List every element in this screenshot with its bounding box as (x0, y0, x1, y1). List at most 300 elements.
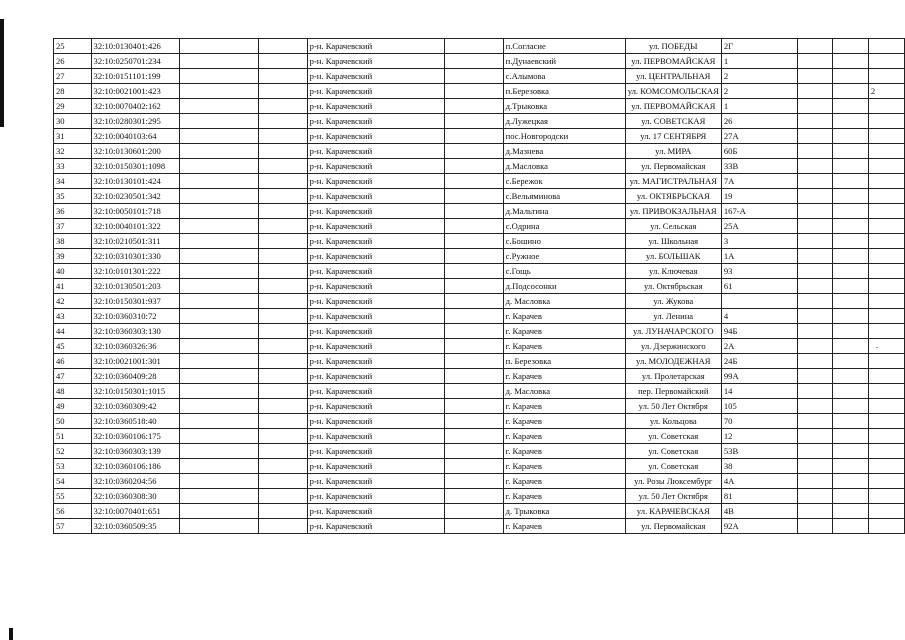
blank-cell-cell (833, 189, 869, 204)
extra-number-cell (868, 489, 904, 504)
house-number-cell: 2 (721, 84, 797, 99)
blank-cell-cell (179, 489, 258, 504)
blank-cell-cell (797, 234, 833, 249)
district-cell: р-н. Карачевский (307, 219, 445, 234)
house-number-cell: 27А (721, 129, 797, 144)
blank-cell-cell (445, 459, 503, 474)
street-cell: ул. БОЛЬШАК (625, 249, 721, 264)
cadastral-number-cell: 32:10:0360326:36 (91, 339, 179, 354)
blank-cell-cell (445, 429, 503, 444)
cadastral-number-cell: 32:10:0130401:426 (91, 39, 179, 54)
house-number-cell: 24Б (721, 354, 797, 369)
district-cell: р-н. Карачевский (307, 174, 445, 189)
blank-cell-cell (797, 114, 833, 129)
blank-cell-cell (259, 414, 308, 429)
extra-number-cell (868, 459, 904, 474)
cadastral-number-cell: 32:10:0021001:423 (91, 84, 179, 99)
row-number-cell: 29 (54, 99, 92, 114)
blank-cell-cell (797, 279, 833, 294)
house-number-cell: 94Б (721, 324, 797, 339)
cadastral-number-cell: 32:10:0050101:718 (91, 204, 179, 219)
blank-cell-cell (797, 39, 833, 54)
cadastral-number-cell: 32:10:0280301:295 (91, 114, 179, 129)
district-cell: р-н. Карачевский (307, 294, 445, 309)
blank-cell-cell (259, 219, 308, 234)
blank-cell-cell (833, 399, 869, 414)
street-cell: ул. Розы Люксембург (625, 474, 721, 489)
row-number-cell: 56 (54, 504, 92, 519)
blank-cell-cell (797, 429, 833, 444)
table-row (54, 354, 905, 369)
blank-cell-cell (797, 504, 833, 519)
blank-cell-cell (833, 279, 869, 294)
blank-cell-cell (259, 159, 308, 174)
district-cell: р-н. Карачевский (307, 384, 445, 399)
blank-cell-cell (833, 204, 869, 219)
blank-cell-cell (179, 459, 258, 474)
blank-cell-cell (179, 174, 258, 189)
blank-cell-cell (833, 324, 869, 339)
blank-cell-cell (259, 114, 308, 129)
blank-cell-cell (445, 99, 503, 114)
settlement-cell: г. Карачев (503, 489, 625, 504)
blank-cell-cell (179, 264, 258, 279)
blank-cell-cell (833, 369, 869, 384)
blank-cell-cell (445, 489, 503, 504)
table-row (54, 219, 905, 234)
row-number-cell: 32 (54, 144, 92, 159)
extra-number-cell (868, 204, 904, 219)
blank-cell-cell (179, 279, 258, 294)
blank-cell-cell (179, 114, 258, 129)
row-number-cell: 37 (54, 219, 92, 234)
extra-number-cell (868, 159, 904, 174)
property-table-body (54, 39, 905, 534)
blank-cell-cell (445, 309, 503, 324)
blank-cell-cell (179, 384, 258, 399)
street-cell: ул. ЦЕНТРАЛЬНАЯ (625, 69, 721, 84)
extra-number-cell: 2 (868, 84, 904, 99)
extra-number-cell (868, 429, 904, 444)
street-cell: ул. Кольцова (625, 414, 721, 429)
street-cell: ул. 50 Лет Октября (625, 399, 721, 414)
district-cell: р-н. Карачевский (307, 309, 445, 324)
blank-cell-cell (179, 99, 258, 114)
extra-number-cell (868, 309, 904, 324)
street-cell: ул. Жукова (625, 294, 721, 309)
blank-cell-cell (797, 489, 833, 504)
blank-cell-cell (833, 429, 869, 444)
blank-cell-cell (797, 204, 833, 219)
house-number-cell: 1 (721, 54, 797, 69)
settlement-cell: г. Карачев (503, 309, 625, 324)
blank-cell-cell (259, 204, 308, 219)
blank-cell-cell (833, 354, 869, 369)
row-number-cell: 34 (54, 174, 92, 189)
blank-cell-cell (833, 249, 869, 264)
row-number-cell: 51 (54, 429, 92, 444)
extra-number-cell (868, 444, 904, 459)
settlement-cell: п.Дунаевский (503, 54, 625, 69)
district-cell: р-н. Карачевский (307, 84, 445, 99)
table-row (54, 474, 905, 489)
blank-cell-cell (259, 504, 308, 519)
blank-cell-cell (445, 324, 503, 339)
blank-cell-cell (833, 489, 869, 504)
house-number-cell: 53В (721, 444, 797, 459)
cadastral-number-cell: 32:10:0310301:330 (91, 249, 179, 264)
settlement-cell: с.Вельяминова (503, 189, 625, 204)
table-row (54, 399, 905, 414)
blank-cell-cell (445, 114, 503, 129)
blank-cell-cell (259, 264, 308, 279)
cadastral-number-cell: 32:10:0250701:234 (91, 54, 179, 69)
table-row (54, 324, 905, 339)
blank-cell-cell (445, 174, 503, 189)
street-cell: ул. ОКТЯБРЬСКАЯ (625, 189, 721, 204)
settlement-cell: г. Карачев (503, 474, 625, 489)
street-cell: ул. Первомайская (625, 159, 721, 174)
blank-cell-cell (445, 219, 503, 234)
cadastral-number-cell: 32:10:0360409:28 (91, 369, 179, 384)
district-cell: р-н. Карачевский (307, 54, 445, 69)
street-cell: ул. ПРИВОКЗАЛЬНАЯ (625, 204, 721, 219)
blank-cell-cell (797, 219, 833, 234)
row-number-cell: 36 (54, 204, 92, 219)
settlement-cell: с.Алымова (503, 69, 625, 84)
blank-cell-cell (797, 309, 833, 324)
row-number-cell: 45 (54, 339, 92, 354)
table-row (54, 309, 905, 324)
extra-number-cell (868, 504, 904, 519)
extra-number-cell (868, 399, 904, 414)
blank-cell-cell (259, 354, 308, 369)
district-cell: р-н. Карачевский (307, 264, 445, 279)
house-number-cell: 4 (721, 309, 797, 324)
street-cell: ул. Советская (625, 429, 721, 444)
settlement-cell: п. Березовка (503, 354, 625, 369)
blank-cell-cell (833, 84, 869, 99)
blank-cell-cell (445, 249, 503, 264)
district-cell: р-н. Карачевский (307, 99, 445, 114)
extra-number-cell (868, 39, 904, 54)
blank-cell-cell (797, 174, 833, 189)
blank-cell-cell (833, 159, 869, 174)
blank-cell-cell (179, 294, 258, 309)
blank-cell-cell (259, 489, 308, 504)
blank-cell-cell (179, 54, 258, 69)
blank-cell-cell (445, 354, 503, 369)
settlement-cell: п.Березовка (503, 84, 625, 99)
blank-cell-cell (833, 99, 869, 114)
blank-cell-cell (179, 369, 258, 384)
blank-cell-cell (445, 159, 503, 174)
cadastral-number-cell: 32:10:0151101:199 (91, 69, 179, 84)
blank-cell-cell (445, 474, 503, 489)
blank-cell-cell (179, 444, 258, 459)
blank-cell-cell (445, 54, 503, 69)
cadastral-number-cell: 32:10:0070402:162 (91, 99, 179, 114)
street-cell: ул. Советская (625, 459, 721, 474)
street-cell: ул. Школьная (625, 234, 721, 249)
extra-number-cell (868, 474, 904, 489)
cadastral-number-cell: 32:10:0360303:139 (91, 444, 179, 459)
extra-number-cell (868, 189, 904, 204)
house-number-cell: 1А (721, 249, 797, 264)
blank-cell-cell (259, 54, 308, 69)
blank-cell-cell (179, 84, 258, 99)
blank-cell-cell (445, 369, 503, 384)
blank-cell-cell (833, 39, 869, 54)
district-cell: р-н. Карачевский (307, 339, 445, 354)
street-cell: ул. Советская (625, 444, 721, 459)
table-row (54, 429, 905, 444)
row-number-cell: 49 (54, 399, 92, 414)
settlement-cell: д.Масловка (503, 159, 625, 174)
extra-number-cell (868, 54, 904, 69)
blank-cell-cell (833, 414, 869, 429)
blank-cell-cell (179, 339, 258, 354)
settlement-cell: д.Подсосонки (503, 279, 625, 294)
row-number-cell: 25 (54, 39, 92, 54)
blank-cell-cell (797, 414, 833, 429)
blank-cell-cell (179, 249, 258, 264)
table-row (54, 159, 905, 174)
settlement-cell: г. Карачев (503, 324, 625, 339)
district-cell: р-н. Карачевский (307, 414, 445, 429)
row-number-cell: 43 (54, 309, 92, 324)
cadastral-number-cell: 32:10:0040103:64 (91, 129, 179, 144)
extra-number-cell (868, 369, 904, 384)
district-cell: р-н. Карачевский (307, 39, 445, 54)
blank-cell-cell (259, 129, 308, 144)
blank-cell-cell (259, 384, 308, 399)
cadastral-number-cell: 32:10:0360303:130 (91, 324, 179, 339)
blank-cell-cell (797, 294, 833, 309)
blank-cell-cell (259, 459, 308, 474)
settlement-cell: г. Карачев (503, 414, 625, 429)
blank-cell-cell (833, 309, 869, 324)
house-number-cell: 38 (721, 459, 797, 474)
settlement-cell: д.Мальтина (503, 204, 625, 219)
district-cell: р-н. Карачевский (307, 459, 445, 474)
extra-number-cell (868, 339, 904, 354)
settlement-cell: с.Гощь (503, 264, 625, 279)
district-cell: р-н. Карачевский (307, 399, 445, 414)
blank-cell-cell (179, 324, 258, 339)
district-cell: р-н. Карачевский (307, 204, 445, 219)
settlement-cell: с.Одрина (503, 219, 625, 234)
cadastral-number-cell: 32:10:0021001:301 (91, 354, 179, 369)
blank-cell-cell (445, 84, 503, 99)
house-number-cell: 19 (721, 189, 797, 204)
blank-cell-cell (797, 444, 833, 459)
settlement-cell: г. Карачев (503, 459, 625, 474)
extra-number-cell (868, 354, 904, 369)
blank-cell-cell (259, 324, 308, 339)
house-number-cell: 2Г (721, 39, 797, 54)
cadastral-number-cell: 32:10:0360309:42 (91, 399, 179, 414)
blank-cell-cell (259, 279, 308, 294)
settlement-cell: г. Карачев (503, 339, 625, 354)
row-number-cell: 52 (54, 444, 92, 459)
table-row (54, 99, 905, 114)
table-row (54, 144, 905, 159)
blank-cell-cell (445, 39, 503, 54)
extra-number-cell (868, 174, 904, 189)
blank-cell-cell (797, 474, 833, 489)
blank-cell-cell (259, 84, 308, 99)
house-number-cell: 81 (721, 489, 797, 504)
street-cell: ул. ПЕРВОМАЙСКАЯ (625, 54, 721, 69)
street-cell: ул. Сельская (625, 219, 721, 234)
district-cell: р-н. Карачевский (307, 159, 445, 174)
row-number-cell: 48 (54, 384, 92, 399)
settlement-cell: д. Масловка (503, 294, 625, 309)
blank-cell-cell (797, 459, 833, 474)
street-cell: ул. ЛУНАЧАРСКОГО (625, 324, 721, 339)
extra-number-cell (868, 249, 904, 264)
house-number-cell: 1 (721, 99, 797, 114)
blank-cell-cell (797, 144, 833, 159)
blank-cell-cell (259, 234, 308, 249)
table-row (54, 504, 905, 519)
blank-cell-cell (833, 114, 869, 129)
house-number-cell: 70 (721, 414, 797, 429)
street-cell: ул. 50 Лет Октября (625, 489, 721, 504)
row-number-cell: 57 (54, 519, 92, 534)
cadastral-number-cell: 32:10:0150301:1098 (91, 159, 179, 174)
street-cell: ул. ПЕРВОМАЙСКАЯ (625, 99, 721, 114)
blank-cell-cell (445, 444, 503, 459)
table-row (54, 444, 905, 459)
cadastral-number-cell: 32:10:0210501:311 (91, 234, 179, 249)
street-cell: ул. Дзержинского (625, 339, 721, 354)
blank-cell-cell (833, 144, 869, 159)
row-number-cell: 47 (54, 369, 92, 384)
blank-cell-cell (259, 294, 308, 309)
blank-cell-cell (833, 339, 869, 354)
table-row (54, 234, 905, 249)
blank-cell-cell (797, 264, 833, 279)
row-number-cell: 35 (54, 189, 92, 204)
blank-cell-cell (797, 249, 833, 264)
blank-cell-cell (179, 144, 258, 159)
blank-cell-cell (797, 159, 833, 174)
blank-cell-cell (179, 234, 258, 249)
street-cell: ул. Ленина (625, 309, 721, 324)
street-cell: ул. 17 СЕНТЯБРЯ (625, 129, 721, 144)
district-cell: р-н. Карачевский (307, 69, 445, 84)
extra-number-cell (868, 69, 904, 84)
street-cell: ул. МИРА (625, 144, 721, 159)
table-row (54, 249, 905, 264)
cadastral-number-cell: 32:10:0360509:35 (91, 519, 179, 534)
table-row (54, 84, 905, 99)
blank-cell-cell (797, 324, 833, 339)
blank-cell-cell (833, 234, 869, 249)
blank-cell-cell (179, 159, 258, 174)
house-number-cell: 4А (721, 474, 797, 489)
district-cell: р-н. Карачевский (307, 144, 445, 159)
row-number-cell: 46 (54, 354, 92, 369)
extra-number-cell (868, 234, 904, 249)
extra-number-cell (868, 129, 904, 144)
district-cell: р-н. Карачевский (307, 114, 445, 129)
house-number-cell: 105 (721, 399, 797, 414)
district-cell: р-н. Карачевский (307, 129, 445, 144)
row-number-cell: 39 (54, 249, 92, 264)
house-number-cell: 2А (721, 339, 797, 354)
blank-cell-cell (833, 519, 869, 534)
blank-cell-cell (179, 189, 258, 204)
house-number-cell: 3 (721, 234, 797, 249)
extra-number-cell (868, 414, 904, 429)
street-cell: ул. Первомайская (625, 519, 721, 534)
settlement-cell: г. Карачев (503, 444, 625, 459)
blank-cell-cell (259, 309, 308, 324)
table-row (54, 174, 905, 189)
table-row (54, 384, 905, 399)
table-row (54, 189, 905, 204)
district-cell: р-н. Карачевский (307, 444, 445, 459)
blank-cell-cell (797, 84, 833, 99)
blank-cell-cell (797, 99, 833, 114)
extra-number-cell (868, 294, 904, 309)
house-number-cell: 167-А (721, 204, 797, 219)
table-row (54, 414, 905, 429)
house-number-cell: 33В (721, 159, 797, 174)
cadastral-number-cell: 32:10:0040101:322 (91, 219, 179, 234)
blank-cell-cell (833, 129, 869, 144)
row-number-cell: 44 (54, 324, 92, 339)
table-row (54, 54, 905, 69)
blank-cell-cell (445, 399, 503, 414)
extra-number-cell (868, 264, 904, 279)
blank-cell-cell (833, 54, 869, 69)
house-number-cell: 26 (721, 114, 797, 129)
row-number-cell: 41 (54, 279, 92, 294)
house-number-cell: 14 (721, 384, 797, 399)
blank-cell-cell (445, 204, 503, 219)
property-table (53, 38, 905, 534)
blank-cell-cell (179, 474, 258, 489)
street-cell: ул. МАГИСТРАЛЬНАЯ (625, 174, 721, 189)
blank-cell-cell (445, 279, 503, 294)
blank-cell-cell (797, 69, 833, 84)
extra-number-cell (868, 144, 904, 159)
blank-cell-cell (833, 474, 869, 489)
blank-cell-cell (259, 144, 308, 159)
blank-cell-cell (179, 504, 258, 519)
blank-cell-cell (445, 339, 503, 354)
blank-cell-cell (833, 504, 869, 519)
row-number-cell: 27 (54, 69, 92, 84)
district-cell: р-н. Карачевский (307, 249, 445, 264)
street-cell: ул. КОМСОМОЛЬСКАЯ (625, 84, 721, 99)
row-number-cell: 30 (54, 114, 92, 129)
blank-cell-cell (445, 189, 503, 204)
row-number-cell: 28 (54, 84, 92, 99)
district-cell: р-н. Карачевский (307, 474, 445, 489)
blank-cell-cell (797, 399, 833, 414)
blank-cell-cell (259, 369, 308, 384)
house-number-cell (721, 294, 797, 309)
street-cell: ул. Пролетарская (625, 369, 721, 384)
row-number-cell: 26 (54, 54, 92, 69)
settlement-cell: г. Карачев (503, 429, 625, 444)
cadastral-number-cell: 32:10:0150301:1015 (91, 384, 179, 399)
